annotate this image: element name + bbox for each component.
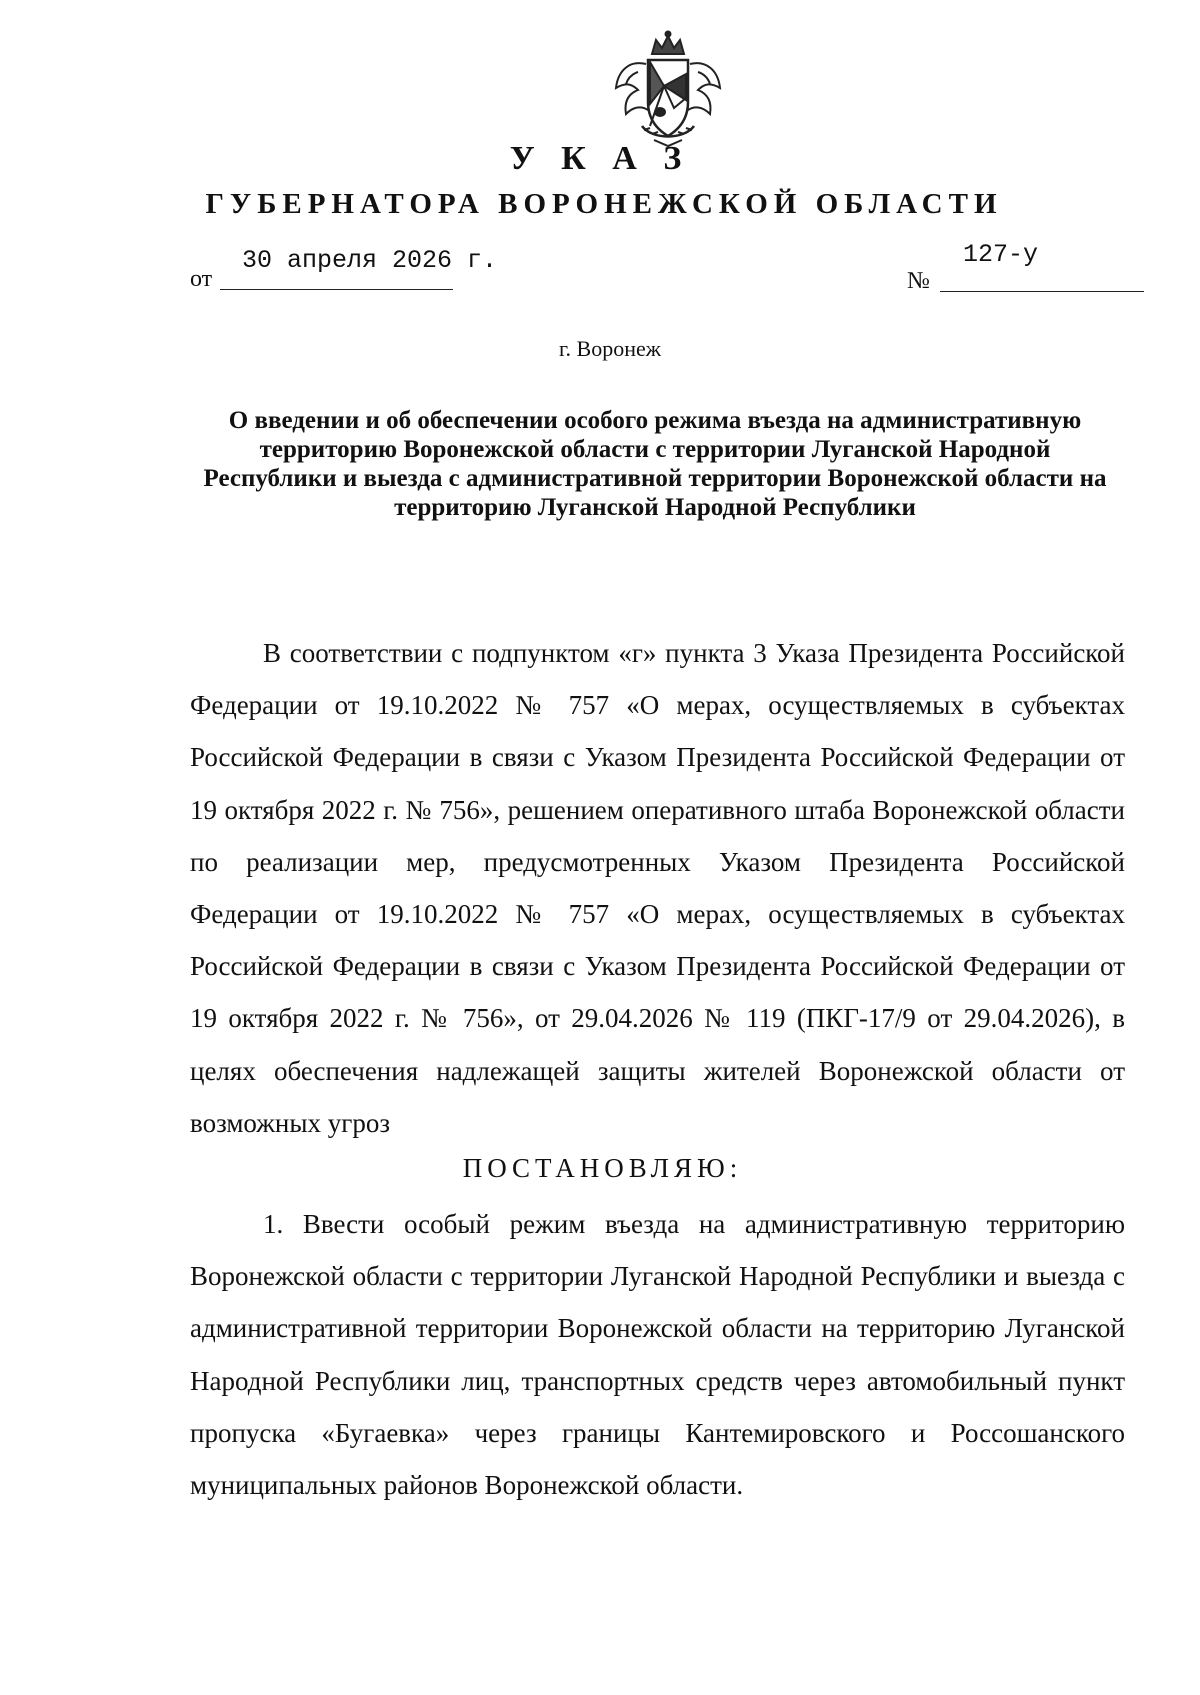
decree-word: ПОСТАНОВЛЯЮ: [462,1153,743,1183]
preamble-text: В соответствии с подпунктом «г» пункта 3 Указа Президента Российской Федерации от 19.10.2022 № 757 «О мерах, осуществляемых в субъектах Российской Федерации в связи с Указом Президента Российской Федерации от 19 октября 2022 г. № 756», решением оперативного штаба Воронежской области по реализации мер, предусмотренных Указом Президента Российской Федерации от 19.10.2022 № 757 «О мерах, осуществляемых в субъектах Российской Федерации в связи с Указом Президента Российской Федерации от 19 октября 2022 г. № 756», от 29.04.2026 № 119 (ПКГ-17/9 от 29.04.2026), в целях обеспечения надлежащей защиты жителей Воронежской области от возможных угроз [190,638,1125,1138]
document-date: 30 апреля 2026 г. [242,246,498,275]
city-label: г. Воронеж [559,336,661,361]
coat-of-arms-icon [608,30,728,150]
item-1-paragraph [190,1198,1125,1511]
document-title: О введении и об обеспечении особого режима въезда на административную территорию Воронежской области с территории Луганской Народной Республики и выезда с административной территории Воронежской области на территорию Луганской Народной Республики [203,407,1107,521]
preamble-paragraph [190,627,1125,1149]
number-underline [940,291,1144,292]
issuer-heading: ГУБЕРНАТОРА ВОРОНЕЖСКОЙ ОБЛАСТИ [205,188,1003,220]
date-number-row [190,240,1150,296]
from-label: от [190,266,213,292]
item-1-text: 1. Ввести особый режим въезда на административную территорию Воронежской области с территории Луганской Народной Республики и выезда с административной территории Воронежской области на территорию Луганской Народной Республики лиц, транспортных средств через автомобильный пункт пропуска «Бугаевка» через границы Кантемировского и Россошанского муниципальных районов Воронежской области. [190,1209,1125,1501]
document-type-heading: У К А З [509,140,691,177]
document-number: 127-у [963,240,1039,269]
date-underline [220,289,453,290]
number-label: № [907,268,930,294]
